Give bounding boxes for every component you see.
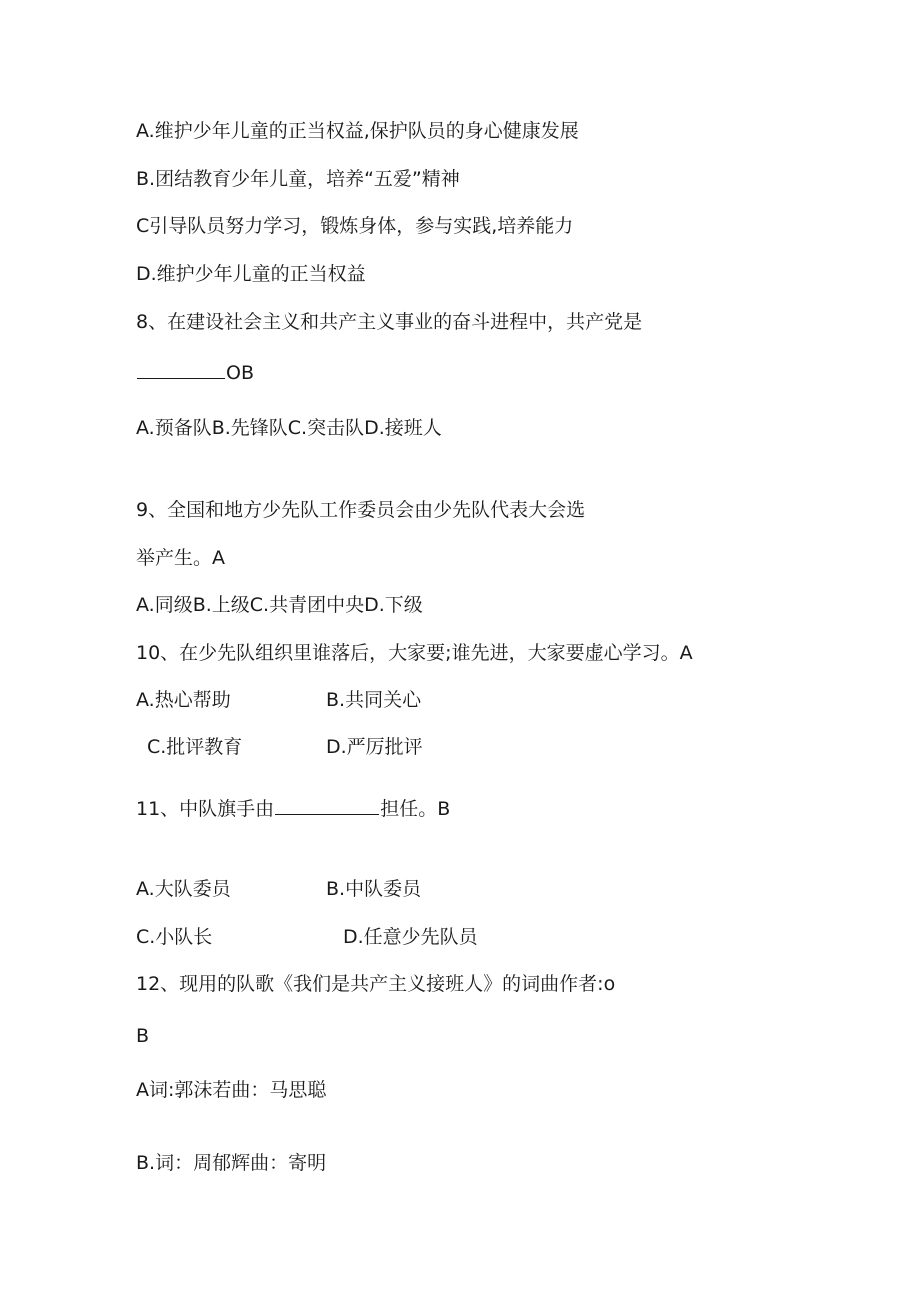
q10-option-b: B.共同关心 [326, 689, 422, 711]
q12-answer: B [136, 1025, 150, 1047]
q10-option-d: D.严厉批评 [326, 736, 423, 758]
q9-options: A.同级B.上级C.共青团中央D.下级 [136, 594, 423, 616]
q7-option-a: A.维护少年儿童的正当权益,保护队员的身心健康发展 [136, 120, 579, 142]
q9-stem-line1: 9、全国和地方少先队工作委员会由少先队代表大会选 [136, 499, 586, 521]
q11-option-b: B.中队委员 [326, 878, 422, 900]
q9-stem-line2: 举产生。A [136, 547, 225, 569]
answer-blank [137, 360, 225, 379]
q11-option-d: D.任意少先队员 [343, 926, 478, 948]
q12-option-b: B.词：周郁辉曲：寄明 [136, 1152, 327, 1174]
q11-stem-suffix: 担任。B [380, 798, 451, 820]
q11-stem-prefix: 11、中队旗手由 [136, 798, 275, 820]
answer-blank [275, 796, 379, 815]
q10-stem: 10、在少先队组织里谁落后，大家要;谁先进，大家要虚心学习。A [136, 642, 693, 664]
q11-option-a: A.大队委员 [136, 878, 231, 900]
q11-option-c: C.小队长 [136, 926, 213, 948]
q7-option-c: C引导队员努力学习，锻炼身体，参与实践,培养能力 [136, 215, 574, 237]
q10-option-a: A.热心帮助 [136, 689, 231, 711]
q8-options: A.预备队B.先锋队C.突击队D.接班人 [136, 417, 442, 439]
q8-answer-line [136, 360, 254, 386]
q8-answer: OB [226, 362, 254, 384]
q7-option-b: B.团结教育少年儿童，培养“五爱”精神 [136, 168, 460, 190]
q7-option-d: D.维护少年儿童的正当权益 [136, 263, 366, 285]
q8-stem: 8、在建设社会主义和共产主义事业的奋斗进程中，共产党是 [136, 311, 643, 333]
q11-stem [136, 796, 450, 822]
q12-stem: 12、现用的队歌《我们是共产主义接班人》的词曲作者:o [136, 973, 616, 995]
q12-option-a: A词:郭沫若曲：马思聪 [136, 1079, 327, 1101]
q10-option-c: C.批评教育 [147, 736, 243, 758]
